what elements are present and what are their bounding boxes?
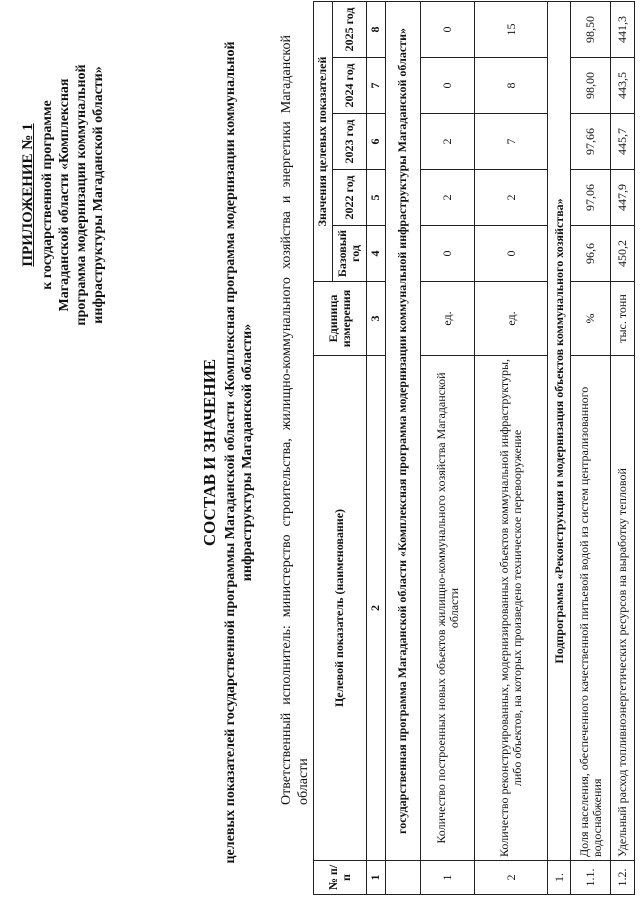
col-number: 5 (366, 170, 385, 226)
responsible-executor: Ответственный исполнитель: министерство строительства, жилищно-коммунального хозяйства и энергетики Магаданской области (279, 35, 311, 805)
row-unit: ед. (475, 282, 548, 356)
row-num: 1 (420, 861, 474, 895)
header-row (314, 1, 333, 894)
row-unit: тыс. тонн (611, 282, 635, 356)
col-number: 1 (366, 861, 385, 895)
header-base-year: Базовый год (332, 226, 366, 282)
row-value: 2 (420, 114, 474, 170)
row-indicator: Количество построенных новых объектов жилищно-коммунального хозяйства Магаданской области (420, 356, 474, 861)
appendix-line: Магаданской области «Комплексная (57, 78, 72, 312)
row-indicator: Удельный расход топливноэнергетических ресурсов на выработку тепловой (611, 356, 635, 861)
table-row (611, 1, 635, 894)
row-value: 2 (420, 170, 474, 226)
header-name: Целевой показатель (наименование) (314, 356, 367, 861)
header-num: № п/п (314, 861, 367, 895)
col-number: 3 (366, 282, 385, 356)
row-value: 0 (475, 226, 548, 282)
row-num: 2 (475, 861, 548, 895)
row-num: 1.1. (571, 861, 611, 895)
program-title: государственная программа Магаданской области «Комплексная программа модернизации коммунальной инфраструктуры Магаданской области» (385, 1, 420, 860)
document-subtitle: целевых показателей государственной программы Магаданской области «Комплексная программа модернизации коммунальной инфраструктуры Магаданской области» (223, 41, 255, 864)
row-indicator: Количество реконструированных, модернизированных объектов коммунальной инфраструктуры, либо объектов, на которых произведено техническое перевооружение (475, 356, 548, 861)
subprogram-title: Подпрограмма «Реконструкция и модернизация объектов коммунального хозяйства» (547, 1, 571, 860)
row-value: 96,6 (571, 226, 611, 282)
row-value: 445,7 (611, 114, 635, 170)
row-value: 0 (420, 1, 474, 57)
col-number: 8 (366, 1, 385, 57)
row-value: 15 (475, 1, 548, 57)
row-value: 447,9 (611, 170, 635, 226)
row-value: 0 (420, 226, 474, 282)
row-value: 98,50 (571, 1, 611, 57)
appendix-line: инфраструктуры Магаданской области» (91, 66, 106, 324)
row-value: 97,06 (571, 170, 611, 226)
header-2024: 2024 год (332, 58, 366, 114)
row-indicator: Доля населения, обеспеченного качественной питьевой водой из систем централизованного водоснабжения (571, 356, 611, 861)
table-row (420, 1, 474, 894)
column-numbers-row (366, 1, 385, 894)
appendix-block (20, 5, 107, 385)
row-unit: ед. (420, 282, 474, 356)
row-value: 97,66 (571, 114, 611, 170)
table-row (475, 1, 548, 894)
row-value: 450,2 (611, 226, 635, 282)
appendix-line: к государственной программе (40, 100, 55, 290)
appendix-line: программа модернизации коммунальной (74, 64, 89, 326)
table-row (571, 1, 611, 894)
col-number: 2 (366, 356, 385, 861)
row-value: 443,5 (611, 58, 635, 114)
header-2023: 2023 год (332, 114, 366, 170)
program-row (385, 1, 420, 894)
appendix-title: ПРИЛОЖЕНИЕ № 1 (20, 123, 36, 267)
col-number: 6 (366, 114, 385, 170)
col-number: 4 (366, 226, 385, 282)
header-unit: Единица измерения (314, 282, 367, 356)
col-number: 7 (366, 58, 385, 114)
row-unit: % (571, 282, 611, 356)
document-title: СОСТАВ И ЗНАЧЕНИЕ (200, 358, 219, 547)
row-num: 1.2. (611, 861, 635, 895)
subprogram-num: 1. (547, 861, 571, 895)
row-value: 8 (475, 58, 548, 114)
row-value: 98,00 (571, 58, 611, 114)
row-value: 7 (475, 114, 548, 170)
indicators-table (313, 1, 635, 895)
row-value: 441,3 (611, 1, 635, 57)
header-2022: 2022 год (332, 170, 366, 226)
row-value: 0 (420, 58, 474, 114)
header-2025: 2025 год (332, 1, 366, 57)
subprogram-row (547, 1, 571, 894)
row-value: 2 (475, 170, 548, 226)
header-values-group: Значения целевых показателей (314, 1, 333, 281)
